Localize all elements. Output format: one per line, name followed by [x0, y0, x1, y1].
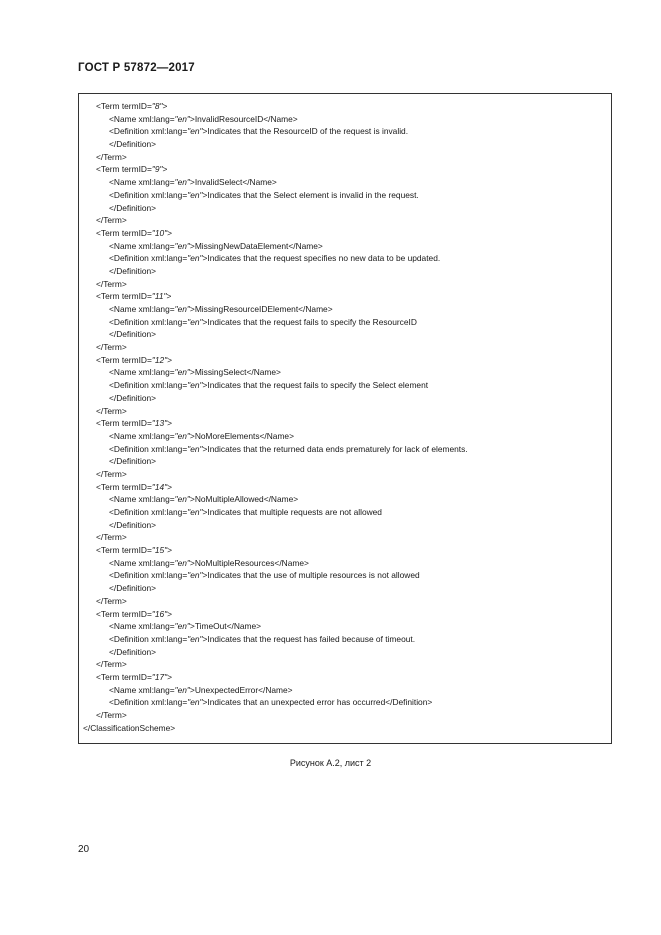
term-name: MissingNewDataElement — [194, 240, 289, 251]
name-line — [79, 113, 611, 126]
lang-value: "en" — [187, 697, 203, 708]
name-line — [79, 557, 611, 570]
tag-end: > — [189, 684, 195, 695]
term-open-line — [79, 417, 611, 430]
lang-value: "en" — [187, 443, 203, 454]
definition-close-line — [79, 455, 611, 468]
tag-end: > — [202, 570, 208, 581]
name-open-tag: <Name xml:lang= — [109, 367, 175, 378]
tag-end: > — [202, 697, 208, 708]
definition-open-tag: <Definition xml:lang= — [109, 570, 188, 581]
tag-end: > — [202, 126, 208, 137]
name-line — [79, 303, 611, 316]
definition-close-tag: </Definition> — [109, 583, 157, 594]
term-open-tag: <Term termID= — [96, 671, 152, 682]
name-close-tag: </Name> — [226, 621, 262, 632]
definition-open-tag: <Definition xml:lang= — [109, 316, 188, 327]
lang-value: "en" — [187, 189, 203, 200]
tag-end: > — [162, 164, 168, 175]
tag-end: > — [167, 481, 173, 492]
term-close-line — [79, 531, 611, 544]
term-open-line — [79, 290, 611, 303]
term-name: NoMultipleResources — [194, 557, 275, 568]
name-open-tag: <Name xml:lang= — [109, 557, 175, 568]
definition-line — [79, 569, 611, 582]
term-definition: Indicates that the use of multiple resources is not allowed — [207, 570, 420, 581]
tag-end: > — [189, 177, 195, 188]
lang-value: "en" — [187, 570, 203, 581]
term-definition: Indicates that multiple requests are not allowed — [207, 507, 382, 517]
lang-value: "en" — [174, 240, 190, 251]
lang-value: "en" — [187, 507, 203, 517]
term-definition: Indicates that the request specifies no new data to be updated. — [207, 253, 441, 264]
term-close-line — [79, 405, 611, 418]
definition-close-line — [79, 265, 611, 278]
name-open-tag: <Name xml:lang= — [109, 684, 175, 695]
term-close-tag: </Term> — [96, 710, 127, 720]
definition-close-tag: </Definition> — [109, 139, 157, 150]
term-definition: Indicates that the request fails to specify the ResourceID — [207, 316, 417, 327]
term-close-tag: </Term> — [96, 405, 127, 416]
lang-value: "en" — [187, 126, 203, 137]
lang-value: "en" — [174, 177, 190, 188]
name-close-tag: </Name> — [246, 367, 281, 378]
term-close-line — [79, 151, 611, 164]
definition-close-tag: </Definition> — [385, 697, 433, 708]
term-open-tag: <Term termID= — [96, 418, 152, 429]
term-name: NoMultipleAllowed — [194, 494, 264, 505]
term-id-value: "16" — [151, 608, 168, 619]
name-open-tag: <Name xml:lang= — [109, 113, 175, 124]
name-close-tag: </Name> — [242, 177, 277, 188]
term-definition: Indicates that the request fails to specify the Select element — [207, 380, 429, 391]
name-line — [79, 366, 611, 379]
term-open-tag: <Term termID= — [96, 227, 152, 238]
tag-end: > — [167, 608, 173, 619]
name-line — [79, 493, 611, 506]
lang-value: "en" — [174, 113, 190, 124]
lang-value: "en" — [174, 684, 190, 695]
definition-line — [79, 316, 611, 329]
figure-caption: Рисунок А.2, лист 2 — [289, 758, 372, 768]
term-close-tag: </Term> — [96, 532, 127, 543]
name-close-tag: </Name> — [258, 684, 293, 695]
definition-close-line — [79, 392, 611, 405]
term-id-value: "10" — [151, 227, 168, 238]
term-close-tag: </Term> — [96, 342, 127, 353]
term-definition: Indicates that the returned data ends prematurely for lack of elements. — [207, 443, 468, 454]
term-definition: Indicates that an unexpected error has occurred — [207, 697, 386, 708]
lang-value: "en" — [187, 253, 203, 264]
definition-open-tag: <Definition xml:lang= — [109, 189, 188, 200]
definition-close-tag: </Definition> — [109, 392, 157, 403]
name-line — [79, 240, 611, 253]
definition-line — [79, 506, 611, 519]
term-close-line — [79, 278, 611, 291]
term-open-tag: <Term termID= — [96, 545, 152, 556]
term-id-value: "11" — [151, 291, 167, 302]
lang-value: "en" — [174, 367, 190, 378]
term-close-tag: </Term> — [96, 151, 127, 162]
name-open-tag: <Name xml:lang= — [109, 240, 175, 251]
lang-value: "en" — [187, 316, 203, 327]
term-open-tag: <Term termID= — [96, 164, 152, 175]
tag-end: > — [167, 418, 173, 429]
definition-close-tag: </Definition> — [109, 202, 157, 213]
tag-end: > — [202, 443, 208, 454]
term-name: TimeOut — [194, 621, 227, 632]
term-id-value: "12" — [151, 354, 168, 365]
figure-frame — [78, 93, 612, 744]
tag-end: > — [167, 545, 173, 556]
name-line — [79, 620, 611, 633]
term-open-line — [79, 481, 611, 494]
definition-open-tag: <Definition xml:lang= — [109, 697, 188, 708]
name-line — [79, 176, 611, 189]
term-definition: Indicates that the ResourceID of the request is invalid. — [207, 126, 409, 137]
definition-open-tag: <Definition xml:lang= — [109, 253, 188, 264]
term-id-value: "9" — [151, 164, 163, 175]
term-close-line — [79, 709, 611, 722]
page-number: 20 — [78, 844, 90, 855]
term-definition: Indicates that the request has failed because of timeout. — [207, 633, 416, 644]
lang-value: "en" — [174, 621, 190, 632]
name-close-tag: </Name> — [298, 304, 333, 314]
name-close-tag: </Name> — [263, 494, 299, 505]
term-open-line — [79, 354, 611, 367]
tag-end: > — [167, 671, 173, 682]
definition-line — [79, 189, 611, 202]
definition-open-tag: <Definition xml:lang= — [109, 633, 188, 644]
xml-code-listing — [79, 100, 611, 734]
document-header: ГОСТ Р 57872—2017 — [78, 62, 195, 74]
lang-value: "en" — [174, 430, 190, 441]
tag-end: > — [162, 101, 168, 111]
term-id-value: "17" — [151, 671, 168, 682]
term-id-value: "15" — [151, 545, 168, 556]
definition-open-tag: <Definition xml:lang= — [109, 126, 188, 137]
definition-line — [79, 379, 611, 392]
lang-value: "en" — [174, 494, 190, 505]
name-open-tag: <Name xml:lang= — [109, 621, 175, 632]
lang-value: "en" — [174, 557, 190, 568]
term-close-tag: </Term> — [96, 215, 127, 226]
definition-close-line — [79, 519, 611, 532]
term-open-line — [79, 163, 611, 176]
tag-end: > — [189, 430, 195, 441]
definition-line — [79, 125, 611, 138]
term-close-line — [79, 595, 611, 608]
lang-value: "en" — [187, 380, 203, 391]
term-id-value: "8" — [151, 101, 163, 111]
term-open-tag: <Term termID= — [96, 354, 152, 365]
tag-end: > — [189, 557, 195, 568]
lang-value: "en" — [174, 304, 190, 314]
definition-line — [79, 252, 611, 265]
tag-end: > — [202, 633, 208, 644]
definition-open-tag: <Definition xml:lang= — [109, 380, 188, 391]
term-id-value: "14" — [151, 481, 168, 492]
name-open-tag: <Name xml:lang= — [109, 494, 175, 505]
tag-end: > — [202, 189, 208, 200]
tag-end: > — [202, 380, 208, 391]
term-definition: Indicates that the Select element is invalid in the request. — [207, 189, 419, 200]
term-name: InvalidResourceID — [194, 113, 264, 124]
definition-close-tag: </Definition> — [109, 265, 157, 276]
definition-close-tag: </Definition> — [109, 519, 157, 530]
name-close-tag: </Name> — [259, 430, 294, 441]
classification-scheme-close-tag: </ClassificationScheme> — [83, 722, 176, 733]
definition-line — [79, 443, 611, 456]
definition-close-line — [79, 202, 611, 215]
term-close-tag: </Term> — [96, 659, 127, 670]
term-close-tag: </Term> — [96, 468, 127, 479]
term-close-tag: </Term> — [96, 595, 127, 606]
tag-end: > — [167, 354, 173, 365]
tag-end: > — [189, 494, 195, 505]
definition-close-line — [79, 646, 611, 659]
name-close-tag: </Name> — [288, 240, 323, 251]
tag-end: > — [189, 621, 195, 632]
tag-end: > — [202, 253, 208, 264]
term-open-line — [79, 671, 611, 684]
tag-end: > — [189, 113, 195, 124]
name-line — [79, 430, 611, 443]
root-close-line — [79, 722, 611, 735]
term-close-line — [79, 341, 611, 354]
term-open-line — [79, 100, 611, 113]
definition-line — [79, 633, 611, 646]
definition-close-tag: </Definition> — [109, 646, 157, 657]
definition-open-tag: <Definition xml:lang= — [109, 507, 188, 517]
tag-end: > — [167, 227, 173, 238]
definition-close-line — [79, 582, 611, 595]
term-open-tag: <Term termID= — [96, 481, 152, 492]
definition-close-tag: </Definition> — [109, 329, 157, 340]
term-id-value: "13" — [151, 418, 168, 429]
term-open-tag: <Term termID= — [96, 101, 152, 111]
term-open-line — [79, 227, 611, 240]
definition-open-tag: <Definition xml:lang= — [109, 443, 188, 454]
definition-close-line — [79, 138, 611, 151]
definition-close-line — [79, 328, 611, 341]
term-open-line — [79, 544, 611, 557]
name-open-tag: <Name xml:lang= — [109, 177, 175, 188]
name-close-tag: </Name> — [274, 557, 309, 568]
name-open-tag: <Name xml:lang= — [109, 430, 175, 441]
tag-end: > — [189, 367, 195, 378]
tag-end: > — [202, 507, 208, 517]
term-close-line — [79, 658, 611, 671]
term-open-tag: <Term termID= — [96, 608, 152, 619]
name-close-tag: </Name> — [263, 113, 298, 124]
term-close-line — [79, 214, 611, 227]
term-name: UnexpectedError — [194, 684, 259, 695]
definition-line — [79, 696, 611, 709]
definition-close-tag: </Definition> — [109, 456, 157, 467]
tag-end: > — [189, 304, 195, 314]
name-open-tag: <Name xml:lang= — [109, 304, 175, 314]
term-name: MissingSelect — [194, 367, 247, 378]
tag-end: > — [189, 240, 195, 251]
tag-end: > — [202, 316, 208, 327]
term-open-line — [79, 608, 611, 621]
term-name: NoMoreElements — [194, 430, 260, 441]
term-name: InvalidSelect — [194, 177, 243, 188]
term-close-tag: </Term> — [96, 278, 127, 289]
term-open-tag: <Term termID= — [96, 291, 152, 302]
lang-value: "en" — [187, 633, 203, 644]
tag-end: > — [166, 291, 172, 302]
term-name: MissingResourceIDElement — [194, 304, 299, 314]
term-close-line — [79, 468, 611, 481]
name-line — [79, 684, 611, 697]
